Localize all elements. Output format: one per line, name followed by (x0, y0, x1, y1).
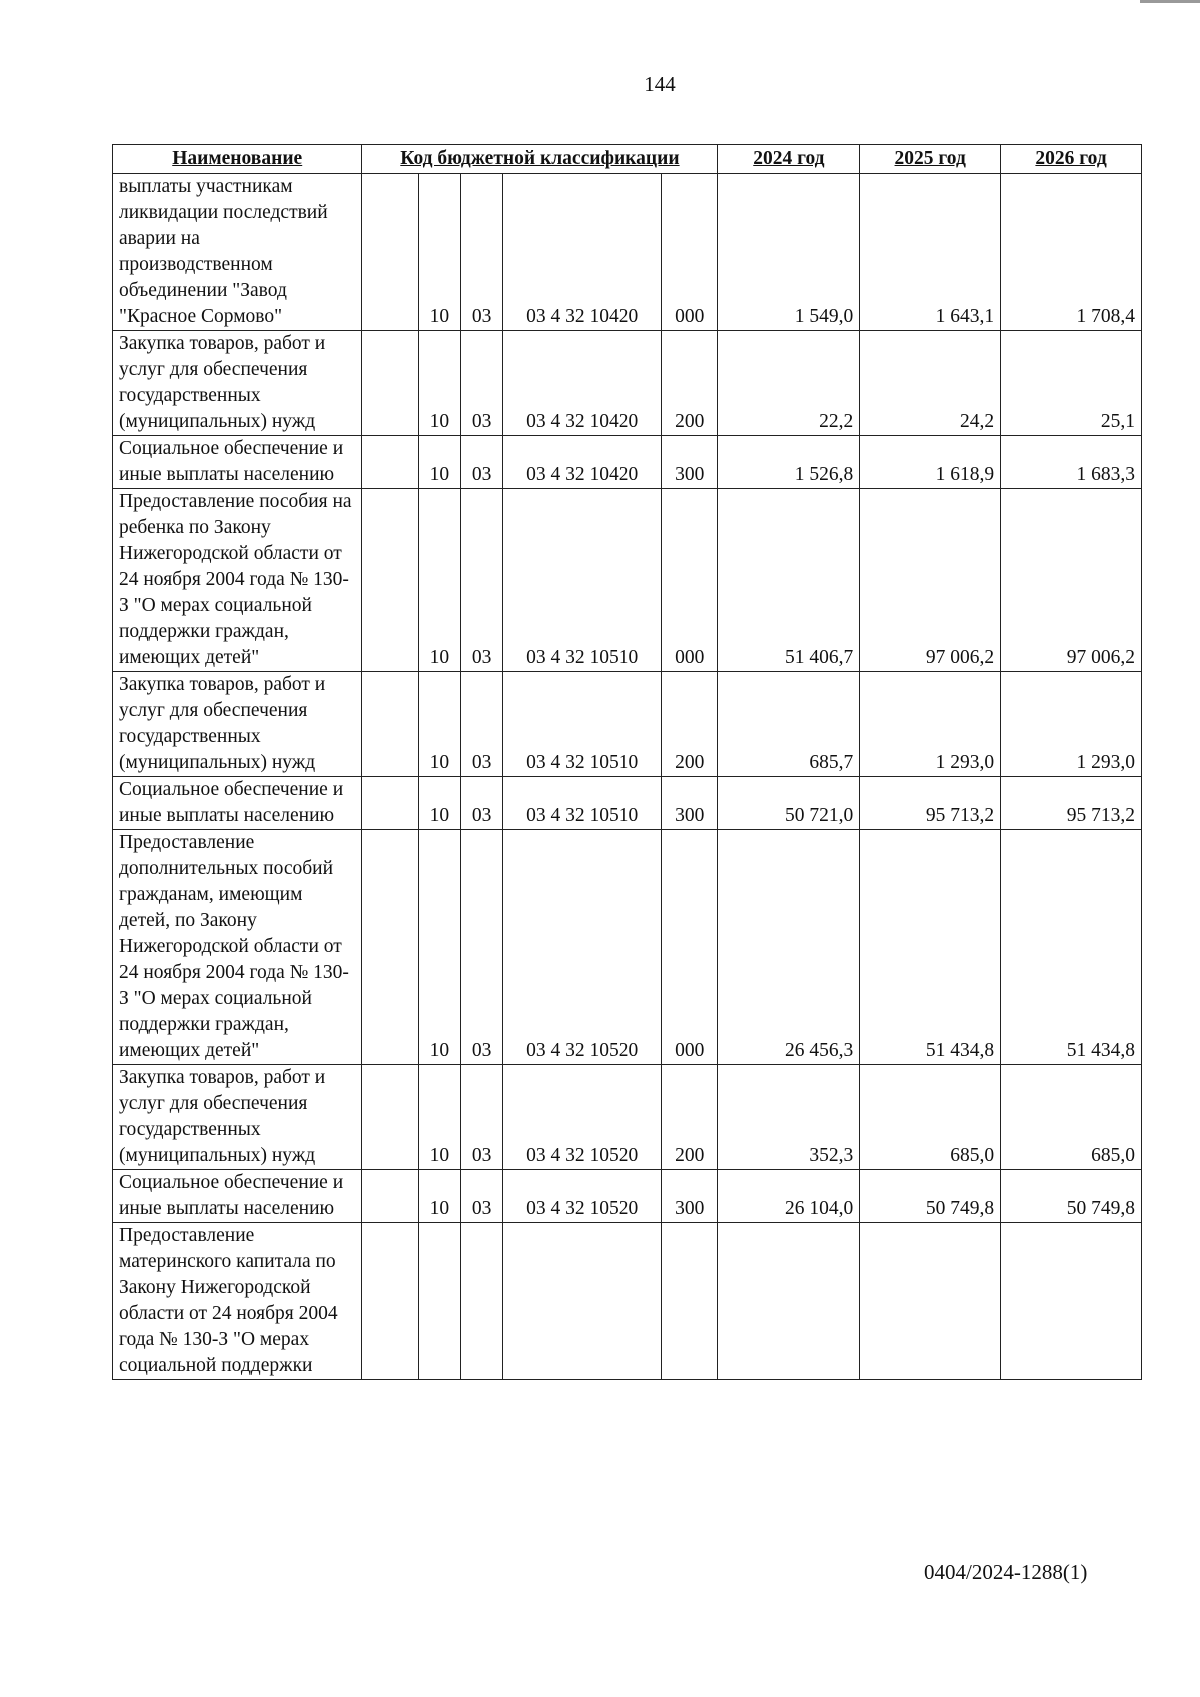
table-row (113, 436, 1142, 489)
cell-section: 10 (418, 1065, 460, 1170)
cell-blank (362, 672, 418, 777)
cell-section: 10 (418, 1170, 460, 1223)
cell-2025: 24,2 (860, 331, 1001, 436)
cell-expense-type: 300 (662, 436, 718, 489)
cell-2024: 50 721,0 (718, 777, 860, 830)
table-row (113, 830, 1142, 1065)
table-row (113, 331, 1142, 436)
cell-2026: 1 683,3 (1001, 436, 1142, 489)
cell-blank (362, 436, 418, 489)
cell-2025: 1 293,0 (860, 672, 1001, 777)
cell-target-article: 03 4 32 10520 (503, 1170, 662, 1223)
table-row (113, 1170, 1142, 1223)
cell-2025: 95 713,2 (860, 777, 1001, 830)
cell-blank (362, 174, 418, 331)
cell-target-article: 03 4 32 10420 (503, 174, 662, 331)
cell-blank (362, 777, 418, 830)
cell-blank (362, 1065, 418, 1170)
cell-subsection: 03 (460, 830, 502, 1065)
cell-subsection: 03 (460, 331, 502, 436)
cell-name: Закупка товаров, работ и услуг для обеспечения государственных (муниципальных) нужд (113, 331, 362, 436)
cell-blank (362, 1223, 418, 1380)
cell-subsection: 03 (460, 436, 502, 489)
header-2026: 2026 год (1001, 145, 1142, 174)
cell-2024: 22,2 (718, 331, 860, 436)
cell-section: 10 (418, 174, 460, 331)
header-2025: 2025 год (860, 145, 1001, 174)
cell-2026: 1 708,4 (1001, 174, 1142, 331)
cell-2024: 1 526,8 (718, 436, 860, 489)
page-number: 144 (644, 72, 676, 96)
cell-name: Предоставление материнского капитала по Закону Нижегородской области от 24 ноября 2004 года № 130-З "О мерах социальной поддержки (113, 1223, 362, 1380)
cell-2024: 26 456,3 (718, 830, 860, 1065)
cell-2026: 95 713,2 (1001, 777, 1142, 830)
cell-target-article: 03 4 32 10510 (503, 489, 662, 672)
cell-2025 (860, 1223, 1001, 1380)
cell-expense-type: 000 (662, 830, 718, 1065)
cell-2026: 1 293,0 (1001, 672, 1142, 777)
cell-expense-type: 200 (662, 1065, 718, 1170)
cell-2026: 25,1 (1001, 331, 1142, 436)
cell-subsection: 03 (460, 1170, 502, 1223)
cell-2024 (718, 1223, 860, 1380)
cell-name: Социальное обеспечение и иные выплаты населению (113, 436, 362, 489)
scan-edge-mark (1140, 0, 1200, 3)
cell-2024: 352,3 (718, 1065, 860, 1170)
cell-2026: 97 006,2 (1001, 489, 1142, 672)
cell-blank (362, 830, 418, 1065)
cell-2024: 26 104,0 (718, 1170, 860, 1223)
cell-name: Закупка товаров, работ и услуг для обеспечения государственных (муниципальных) нужд (113, 1065, 362, 1170)
cell-target-article: 03 4 32 10420 (503, 436, 662, 489)
table-row (113, 777, 1142, 830)
header-2024: 2024 год (718, 145, 860, 174)
cell-expense-type: 200 (662, 672, 718, 777)
table-row (113, 1223, 1142, 1380)
cell-target-article: 03 4 32 10520 (503, 1065, 662, 1170)
cell-section: 10 (418, 830, 460, 1065)
cell-subsection: 03 (460, 1065, 502, 1170)
cell-expense-type: 300 (662, 1170, 718, 1223)
cell-subsection (460, 1223, 502, 1380)
table-header-row (113, 145, 1142, 174)
cell-2024: 1 549,0 (718, 174, 860, 331)
cell-target-article: 03 4 32 10510 (503, 777, 662, 830)
cell-name: Социальное обеспечение и иные выплаты населению (113, 1170, 362, 1223)
cell-section: 10 (418, 331, 460, 436)
cell-section: 10 (418, 672, 460, 777)
cell-name: Закупка товаров, работ и услуг для обеспечения государственных (муниципальных) нужд (113, 672, 362, 777)
cell-2025: 685,0 (860, 1065, 1001, 1170)
document-code: 0404/2024-1288(1) (924, 1560, 1088, 1584)
cell-2025: 1 618,9 (860, 436, 1001, 489)
cell-2026: 50 749,8 (1001, 1170, 1142, 1223)
cell-target-article: 03 4 32 10420 (503, 331, 662, 436)
header-name: Наименование (113, 145, 362, 174)
cell-2025: 97 006,2 (860, 489, 1001, 672)
cell-section: 10 (418, 777, 460, 830)
cell-subsection: 03 (460, 777, 502, 830)
cell-expense-type: 000 (662, 174, 718, 331)
cell-expense-type: 000 (662, 489, 718, 672)
cell-2026: 685,0 (1001, 1065, 1142, 1170)
cell-target-article: 03 4 32 10520 (503, 830, 662, 1065)
budget-table (112, 144, 1142, 1380)
cell-target-article (503, 1223, 662, 1380)
cell-expense-type: 300 (662, 777, 718, 830)
cell-name: Предоставление дополнительных пособий гражданам, имеющим детей, по Закону Нижегородской области от 24 ноября 2004 года № 130-З "О мерах социальной поддержки граждан, имеющих детей" (113, 830, 362, 1065)
cell-2025: 51 434,8 (860, 830, 1001, 1065)
cell-section: 10 (418, 489, 460, 672)
cell-section: 10 (418, 436, 460, 489)
table-row (113, 1065, 1142, 1170)
cell-subsection: 03 (460, 489, 502, 672)
cell-2026: 51 434,8 (1001, 830, 1142, 1065)
cell-target-article: 03 4 32 10510 (503, 672, 662, 777)
cell-2025: 1 643,1 (860, 174, 1001, 331)
cell-subsection: 03 (460, 672, 502, 777)
header-code: Код бюджетной классификации (362, 145, 718, 174)
table-row (113, 489, 1142, 672)
table-row (113, 672, 1142, 777)
cell-expense-type (662, 1223, 718, 1380)
cell-blank (362, 1170, 418, 1223)
cell-expense-type: 200 (662, 331, 718, 436)
cell-name: Социальное обеспечение и иные выплаты населению (113, 777, 362, 830)
table-row (113, 174, 1142, 331)
cell-name: Предоставление пособия на ребенка по Закону Нижегородской области от 24 ноября 2004 года № 130-З "О мерах социальной поддержки граждан, имеющих детей" (113, 489, 362, 672)
cell-section (418, 1223, 460, 1380)
cell-subsection: 03 (460, 174, 502, 331)
cell-2026 (1001, 1223, 1142, 1380)
cell-name: выплаты участникам ликвидации последствий аварии на производственном объединении "Завод "Красное Сормово" (113, 174, 362, 331)
cell-2025: 50 749,8 (860, 1170, 1001, 1223)
cell-blank (362, 331, 418, 436)
cell-blank (362, 489, 418, 672)
cell-2024: 51 406,7 (718, 489, 860, 672)
cell-2024: 685,7 (718, 672, 860, 777)
